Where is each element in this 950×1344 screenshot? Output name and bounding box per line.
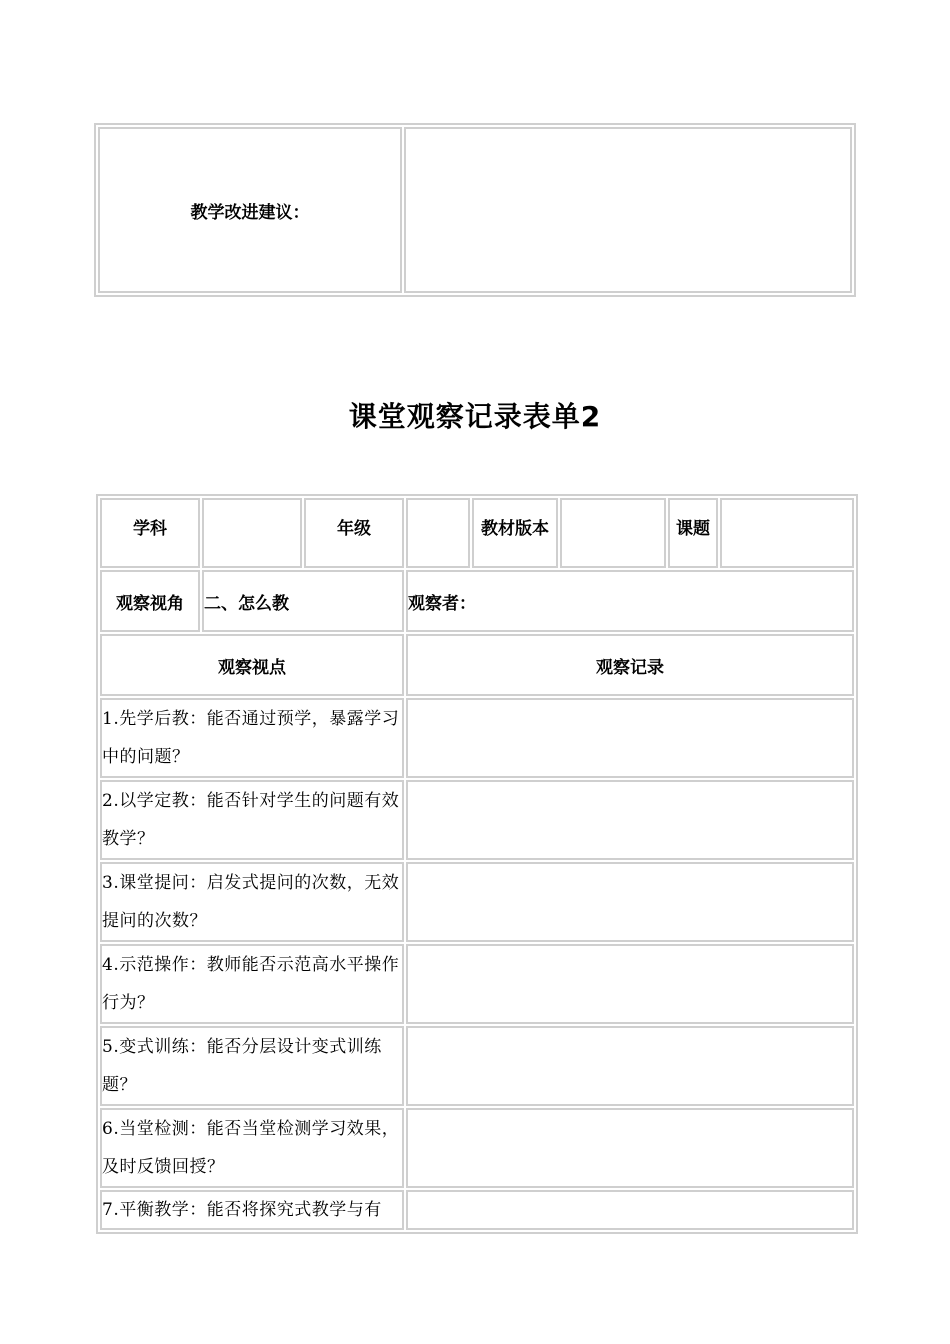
observation-point: 7.平衡教学：能否将探究式教学与有 [100,1190,404,1230]
subject-label: 学科 [100,498,200,568]
observation-record-field[interactable] [406,1026,854,1106]
topic-label: 课题 [668,498,718,568]
viewpoint-header: 观察视点 [100,634,404,696]
improvement-suggestion-label: 教学改进建议： [98,127,402,293]
observation-point: 1.先学后教：能否通过预学，暴露学习中的问题？ [100,698,404,778]
observation-point: 2.以学定教：能否针对学生的问题有效教学？ [100,780,404,860]
record-header: 观察记录 [406,634,854,696]
observation-point: 5.变式训练：能否分层设计变式训练题？ [100,1026,404,1106]
angle-label: 观察视角 [100,570,200,632]
grade-field[interactable] [406,498,470,568]
observation-point: 6.当堂检测：能否当堂检测学习效果，及时反馈回授？ [100,1108,404,1188]
observer-label: 观察者： [408,593,476,614]
observation-record-field[interactable] [406,1190,854,1230]
topic-field[interactable] [720,498,854,568]
observation-record-field[interactable] [406,862,854,942]
observation-point: 3.课堂提问：启发式提问的次数，无效提问的次数？ [100,862,404,942]
improvement-suggestion-field[interactable] [404,127,852,293]
observation-record-field[interactable] [406,780,854,860]
observation-point: 4.示范操作：教师能否示范高水平操作行为？ [100,944,404,1024]
observation-record-field[interactable] [406,1108,854,1188]
page-title: 课堂观察记录表单2 [348,400,602,433]
improvement-suggestion-table [94,123,856,297]
textbook-field[interactable] [560,498,666,568]
grade-label: 年级 [304,498,404,568]
subject-field[interactable] [202,498,302,568]
observation-form-table [96,494,858,1234]
observation-record-field[interactable] [406,698,854,778]
observation-record-field[interactable] [406,944,854,1024]
textbook-label: 教材版本 [472,498,558,568]
observer-field[interactable] [406,570,854,632]
angle-value: 二、怎么教 [202,570,404,632]
